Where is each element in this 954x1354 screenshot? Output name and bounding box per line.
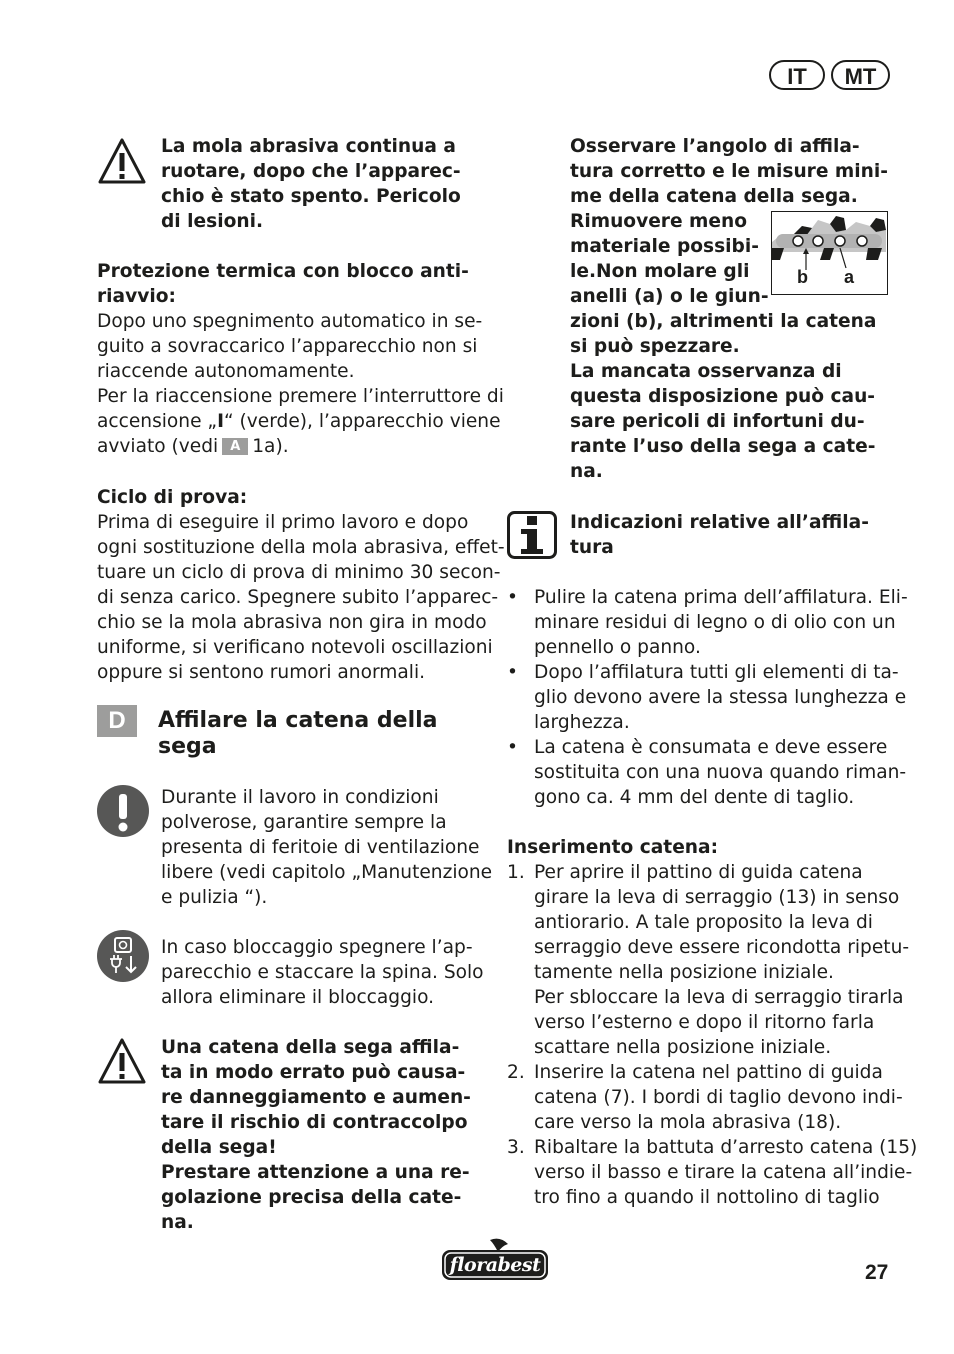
- figure-reference-badge: A: [222, 438, 248, 455]
- info-heading: Indicazioni relative all’affila- tura: [570, 512, 869, 558]
- section-letter-badge: D: [97, 705, 137, 737]
- language-badge-it: IT: [769, 60, 825, 90]
- sharpening-bullet-list: [507, 585, 908, 810]
- warning-triangle-icon: [97, 1037, 147, 1087]
- info-icon: [507, 511, 557, 559]
- list-item: 3. Ribaltare la battuta d’arresto catena (15) verso il basso e tirare la catena all’indie- tro fino a quando il nottolino di taglio: [507, 1137, 918, 1208]
- language-badge-mt: MT: [831, 60, 890, 90]
- chain-link-figure: [771, 211, 888, 295]
- test-cycle-heading: Ciclo di prova:: [97, 487, 248, 508]
- warning-text-chain: Una catena della sega affila- ta in modo errato può causa- re danneggiamento e aumen- tare il rischio di contraccolpo della sega! Prestare attenzione a una re- golazione precisa della cate- na.: [161, 1037, 471, 1233]
- warning-triangle-icon: [97, 137, 147, 187]
- ventilation-notice: Durante il lavoro in condizioni polverose, garantire sempre la presenta di feritoie di ventilazione libere (vedi capitolo „Manutenzione e pulizia “).: [161, 787, 493, 908]
- list-item: 1. Per aprire il pattino di guida catena girare la leva di serraggio (13) in senso antiorario. A tale proposito la leva di serraggio deve essere ricondotta ripetu- tamente nella posizione iniziale. Per sbloccare la leva di serraggio tirarla verso l’esterno e dopo il ritorno farla scattare nella posizione iniziale.: [507, 862, 910, 1058]
- exclamation-icon: [97, 785, 149, 837]
- test-cycle-section: Ciclo di prova: Prima di eseguire il primo lavoro e dopo ogni sostituzione della mola abrasiva, effet- tuare un ciclo di prova di minimo 30 secon- di senza carico. Spegnere subito l’apparec- chio se la mola abrasiva non gira in modo uniforme, si verificano notevoli oscillazioni oppure si sentono rumori anormali.: [97, 487, 505, 683]
- thermal-protection-section: Protezione termica con blocco anti- riavvio: Dopo uno spegnimento automatico in se- guito a sovraccarico l’apparecchio non si riaccende autonomamente. Per la riaccensione premere l’interruttore di accensione „I“ (verde), l’apparecchio viene avviato (vedi A 1a).: [97, 261, 504, 457]
- unplug-notice: In caso bloccaggio spegnere l’ap- parecchio e staccare la spina. Solo allora eliminare il bloccaggio.: [161, 937, 484, 1008]
- insert-chain-heading: Inserimento catena:: [507, 837, 719, 858]
- unplug-icon: [97, 930, 149, 982]
- section-title: Affilare la catena della sega: [158, 708, 438, 759]
- list-item: • Pulire la catena prima dell’affilatura. Eli- minare residui di legno o di olio con un pennello o panno.: [507, 587, 908, 658]
- list-item: 2. Inserire la catena nel pattino di guida catena (7). I bordi di taglio devono indi- care verso la mola abrasiva (18).: [507, 1062, 903, 1133]
- page-number: 27: [865, 1261, 889, 1284]
- observe-angle-text: Osservare l’angolo di affila- tura corretto e le misure mini- me della catena della sega. Rimuovere meno materiale possibi- le.Non molare gli anelli (a) o le giun- zioni (b), altrimenti la catena si può spezzare. La mancata osservanza di questa disposizione può cau- sare pericoli di infortuni du- rante l’uso della sega a cate- na.: [570, 136, 889, 482]
- florabest-logo: florabest: [440, 1238, 550, 1284]
- list-item: • La catena è consumata e deve essere sostituita con una nuova quando riman- gono ca. 4 mm del dente di taglio.: [507, 737, 907, 808]
- insert-chain-steps: [507, 860, 917, 1210]
- list-item: • Dopo l’affilatura tutti gli elementi di ta- glio devono avere la stessa lunghezza e larghezza.: [507, 662, 907, 733]
- figure-label-a: a: [844, 267, 855, 287]
- figure-label-b: b: [797, 267, 808, 287]
- warning-text-grinding-wheel: La mola abrasiva continua a ruotare, dopo che l’apparec- chio è stato spento. Pericolo di lesioni.: [161, 136, 461, 232]
- thermal-heading: Protezione termica con blocco anti-: [97, 261, 469, 282]
